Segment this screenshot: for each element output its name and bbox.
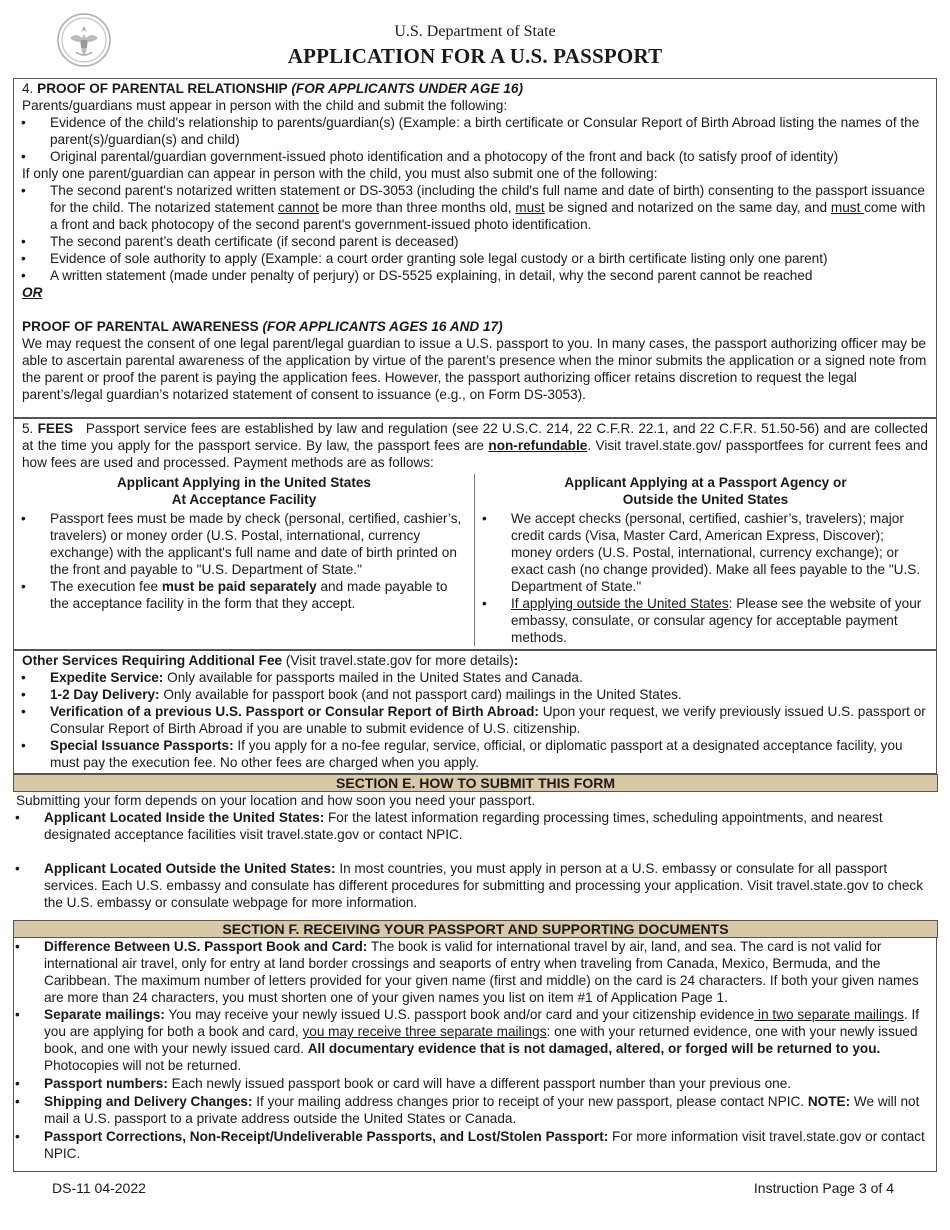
section-e-body — [13, 792, 938, 911]
list-item: • Passport fees must be made by check (personal, certified, cashier’s, travelers) or money order (U.S. Postal, international, currency exchange) with the applicant's full name and date of birth printed on the front and payable to "U.S. Department of State." — [21, 511, 462, 577]
list-item: • Verification of a previous U.S. Passport or Consular Report of Birth Abroad: Upon your request, we verify previously issued U.S. passport or Consular Report of Birth Abroad if you are unable to submit evidence of U.S. citizenship. — [21, 704, 926, 736]
payment-column-agency: Applicant Applying at a Passport Agency or Outside the United States • We accept checks (personal, certified, cashier’s, travelers); major credit cards (Visa, Master Card, American Express, Discover); money orders (U.S. Postal, international, currency exchange); or exact cash (no change provided). Make all fees payable to the "U.S. Department of State." • If applying outside the United States: Please see the website of your embassy, consulate, or consular agency for acceptable payment methods. — [475, 474, 936, 646]
section-4-heading: 4. PROOF OF PARENTAL RELATIONSHIP (FOR APPLICANTS UNDER AGE 16) — [22, 81, 524, 96]
section-4-intro: Parents/guardians must appear in person with the child and submit the following: — [22, 98, 508, 113]
list-item: • Evidence of sole authority to apply (Example: a court order granting sole legal custody or a birth certificate listing only one parent) — [21, 251, 828, 266]
section-4-intro-2: If only one parent/guardian can appear in person with the child, you must also submit one of the following: — [22, 166, 658, 181]
awareness-text: We may request the consent of one legal parent/legal guardian to issue a U.S. passport to you. In many cases, the passport authorizing officer may be able to ascertain parental awareness of the application by virtue of the parent’s presence when the minor submits the application or a signed note from the parent or proof the parent is paying the application fees. However, the passport authorizing officer retains discretion to request the legal parent’s/legal guardian’s notarized statement of consent to issuance (e.g., on Form DS-3053). — [22, 336, 927, 402]
or-separator: OR — [22, 285, 43, 300]
list-item: • The second parent’s death certificate (if second parent is deceased) — [21, 234, 459, 249]
form-title: APPLICATION FOR A U.S. PASSPORT — [287, 44, 663, 68]
list-item: • Passport numbers: Each newly issued passport book or card will have a different passport number than your previous one. — [15, 1076, 792, 1091]
page-header — [0, 0, 950, 76]
section-f-heading: SECTION F. RECEIVING YOUR PASSPORT AND SUPPORTING DOCUMENTS — [13, 920, 938, 938]
list-item: • Special Issuance Passports: If you apply for a no-fee regular, service, official, or diplomatic passport at a designated acceptance facility, you must pay the execution fee. No other fees are charged when you apply. — [21, 738, 903, 770]
list-item: • Applicant Located Outside the United States: In most countries, you must apply in person at a U.S. embassy or consulate for all passport services. Each U.S. embassy and consulate has different procedures for submitting and processing your application. Visit travel.state.gov to check the U.S. embassy or consulate webpage for more information. — [15, 861, 924, 910]
list-item: • The second parent's notarized written statement or DS-3053 (including the child's full name and date of birth) consenting to the passport issuance for the child. The notarized statement cannot be more than three months old, must be signed and notarized on the same day, and must come with a front and back photocopy of the second parent's government-issued photo identification. — [21, 183, 926, 232]
other-services-box — [13, 650, 937, 774]
payment-columns — [14, 474, 936, 646]
section-5-box — [13, 418, 937, 650]
list-item: • The execution fee must be paid separately and made payable to the acceptance facility in the form that they accept. — [21, 579, 448, 611]
list-item: • Evidence of the child's relationship to parents/guardian(s) (Example: a birth certificate or Consular Report of Birth Abroad listing the names of the parent(s)/guardian(s) and child) — [21, 115, 920, 147]
awareness-heading: PROOF OF PARENTAL AWARENESS (FOR APPLICANTS AGES 16 AND 17) — [22, 319, 503, 334]
section-5-text: 5. FEES Passport service fees are established by law and regulation (see 22 U.S.C. 214, 22 C.F.R. 22.1, and 22 C.F.R. 51.50-56) and are collected at the time you apply for the passport service. By law, the passport fees are non-refundable. Visit travel.state.gov/ passportfees for current fees and how fees are used and processed. Payment methods are as follows: — [22, 421, 928, 470]
section-f-box — [13, 938, 937, 1172]
list-item: • Passport Corrections, Non-Receipt/Undeliverable Passports, and Lost/Stolen Passport: For more information visit travel.state.gov or contact NPIC. — [15, 1129, 925, 1161]
list-item: • A written statement (made under penalty of perjury) or DS-5525 explaining, in detail, why the second parent cannot be reached — [21, 268, 813, 283]
list-item: • Shipping and Delivery Changes: If your mailing address changes prior to receipt of your new passport, please contact NPIC. NOTE: We will not mail a U.S. passport to a private address outside the United States or Canada. — [15, 1094, 920, 1126]
section-e-intro: Submitting your form depends on your location and how soon you need your passport. — [16, 793, 536, 808]
section-4-box — [13, 78, 937, 418]
form-id: DS-11 04-2022 — [52, 1180, 146, 1196]
list-item: • 1-2 Day Delivery: Only available for passport book (and not passport card) mailings in the United States. — [21, 687, 682, 702]
list-item: • Separate mailings: You may receive your newly issued U.S. passport book and/or card and your citizenship evidence in two separate mailings. If you are applying for both a book and card, you may receive three separate mailings: one with your returned evidence, one with your newly issued book, and one with your newly issued card. All documentary evidence that is not damaged, altered, or forged will be returned to you. Photocopies will not be returned. — [15, 1007, 919, 1073]
list-item: • We accept checks (personal, certified, cashier’s, travelers); major credit cards (Visa, Master Card, American Express, Discover); money orders (U.S. Postal, international, currency exchange); or exact cash (no change provided). Make all fees payable to the "U.S. Department of State." — [482, 511, 921, 594]
payment-column-us: Applicant Applying in the United States At Acceptance Facility • Passport fees must be made by check (personal, certified, cashier’s, travelers) or money order (U.S. Postal, international, currency exchange) with the applicant's full name and date of birth printed on the front and payable to "U.S. Department of State." • The execution fee must be paid separately and made payable to the acceptance facility in the form that they accept. — [14, 474, 475, 646]
section-e-heading: SECTION E. HOW TO SUBMIT THIS FORM — [13, 774, 938, 792]
list-item: • Difference Between U.S. Passport Book and Card: The book is valid for international travel by air, land, and sea. The card is not valid for international air travel, only for entry at land border crossings and seaports of entry when traveling from Canada, Mexico, Bermuda, and the Caribbean. The maximum number of letters provided for your given name (first and middle) on the card is 24 characters. If both your given names are more than 24 characters, you must shorten one of your given names you list on item #1 of Application Page 1. — [15, 939, 919, 1005]
page-number: Instruction Page 3 of 4 — [753, 1180, 894, 1196]
list-item: • Expedite Service: Only available for passports mailed in the United States and Canada. — [21, 670, 583, 685]
list-item: • Original parental/guardian government-issued photo identification and a photocopy of the front and back (to satisfy proof of identity) — [21, 149, 839, 164]
other-services-heading: Other Services Requiring Additional Fee (Visit travel.state.gov for more details): — [22, 653, 519, 668]
list-item: • Applicant Located Inside the United States: For the latest information regarding processing times, scheduling appointments, and nearest designated acceptance facilities visit travel.state.gov or contact NPIC. — [15, 810, 883, 842]
agency-name: U.S. Department of State — [394, 23, 556, 40]
list-item: • If applying outside the United States: Please see the website of your embassy, consulate, or consular agency for acceptable payment methods. — [482, 596, 922, 645]
